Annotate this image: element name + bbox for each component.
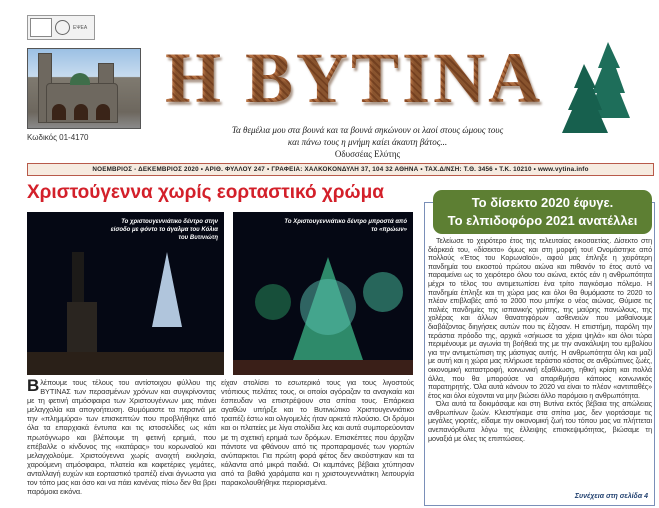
- certificate-badge: [30, 18, 52, 37]
- title-line: Το ελπιδοφόρο 2021 ανατέλλει: [447, 213, 638, 228]
- side-article-title: [433, 190, 652, 234]
- issue-info-bar: ΝΟΕΜΒΡΙΟΣ - ΔΕΚΕΜΒΡΙΟΣ 2020 • ΑΡΙΘ. ΦΥΛΛΟΥ 247 • ΓΡΑΦΕΙΑ: ΧΑΛΚΟΚΟΝΔΥΛΗ 37, 104 32 ΑΘΗΝΑ • ΤΑΧ.Δ/ΝΣΗ: Τ.Θ. 3456 • Τ.Κ. 10210 • www.vytina.info: [27, 163, 654, 176]
- article-column-2: [221, 378, 414, 487]
- quote-line: και πάνω τους η μνήμη καίει άκαυτη βάτος...: [287, 137, 448, 147]
- side-article-body: [428, 237, 652, 443]
- quote-author: Οδυσσέας Ελύτης: [334, 149, 401, 159]
- photo-caption: Το χριστουγεννιάτικο δέντρο στην είσοδο με φόντο το άγαλμα του Κόλια του Βυτινιώτη: [110, 219, 218, 241]
- esea-logo: ΕΨΕΑ: [73, 24, 88, 31]
- masthead-quote: [175, 124, 560, 160]
- paragraph: Όλα αυτά τα δοκιμάσαμε και στη Βυτίνα εκτός βέβαια της απώλειας ανθρωπίνων ζωών. Κλειστήκαμε στα σπίτια μας, δεν γιορτάσαμε τις μεγάλες γιορτές, είδαμε την οικονομική ζωή του τόπου μας να πλήττεται ανεπανόρθωτα λόγω της έλλειψης επισκεψιμότητας, βιώσαμε τη μοναξιά με όλες τις επιπτώσεις.: [428, 399, 652, 443]
- main-headline: Χριστούγεννα χωρίς εορταστικό χρώμα: [27, 182, 384, 203]
- church-photo: [27, 48, 141, 129]
- pine-trees-icon: [560, 38, 645, 133]
- certification-badges: [27, 15, 95, 40]
- quote-line: Τα θεμέλια μου στα βουνά και τα βουνά σηκώνουν οι λαοί στους ώμους τους: [231, 125, 504, 135]
- newspaper-masthead: Η ΒΥΤΙΝΑ: [165, 38, 544, 118]
- title-line: Το δίσεκτο 2020 έφυγε.: [471, 195, 614, 210]
- square-tree-photo: [233, 212, 413, 375]
- statue-tree-photo: [27, 212, 224, 375]
- issn-code: Κωδικός 01-4170: [27, 133, 89, 142]
- article-column-1: [27, 378, 216, 496]
- seal-badge: [55, 20, 70, 35]
- article-text: είχαν στολίσει το εσωτερικό τους για τους λιγοστούς ντόπιους πελάτες τους, οι οποίοι αγόραζαν τα αναγκαία και έσπευδαν να επιστρέψουν στα σπίτια τους. Επάρκεια αγαθών υπήρξε και το Βυτινιώτικο Χριστουγεννιάτικο τραπέζι έστω και ολιγομελές ήταν αρκετά πλούσιο. Οι δρόμοι και οι πλατείες με λίγα στολίδια λες και αυτά συμπορεύονταν με τη σχετική ερημιά των δρόμων. Επισκέπτες που άρχιζαν πάντοτε να φθάνουν από τις προπαραμονές των γιορτών ανύπαρκτοι. Για πρώτη φορά φέτος δεν ακούστηκαν και τα κάλαντα από μικρά παιδιά. Οι καμπάνες βέβαια χτύπησαν από τα βαθιά χαράματα και η χριστουγεννιάτικη λειτουργία παρακολουθήθηκε περιορισμένα.: [221, 378, 414, 488]
- article-text: λέπουμε τους τέλους του αντίστοιχου φύλλου της ΒΥΤΙΝΑΣ των περασμένων χρόνων και συγκρίνοντας με τη φετινή ατμόσφαιρα των Χριστουγέννων μας πιάνει μελαγχολία και απογοήτευση. Θυμόμαστε τα περσινά με την «πλημμύρα» των επισκεπτών που προβλήθηκε από όλα τα επαρχιακά έντυπα και τις ιστοσελίδες ως κάτι πρωτόγνωρο και βλέπουμε τη φετινή ερημιά, που επέβαλλε ο κίνδυνος της «κατάρας» του κορωναϊού και μελαγχολούμε. Χριστούγεννα χωρίς ανοιχτή εκκλησία, χαρούμενη ατμόσφαιρα, πλατεία και καφετέριες γεμάτες, ανταλλαγή ευχών και εορταστικό τραπέζι είναι άγνωστα για τον τόπο μας και όσο και να πάει κανένας πίσω δεν θα βρει παρόμοια εικόνα.: [27, 378, 216, 497]
- drop-cap: Β: [27, 376, 40, 395]
- continued-link[interactable]: Συνέχεια στη σελίδα 4: [574, 493, 648, 500]
- paragraph: Τελείωσε το χειρότερο έτος της τελευταίας εικοσαετίας. Δίσεκτο στη διάρκειά του, «δίσεκτο» όμως και στη μορφή του! Ονομάστηκε από πολλούς «Έτος του Κορωναϊού», αφού μας έπληξε η χειρότερη πανδημία του εικοστού πρώτου αιώνα και πιθανόν το έτος αυτό να παραμείνει ως το χειρότερο όλου του αιώνα, εκτός εάν η ανθρωπότητα μέχρι το τέλος του αντιμετωπίσει ένα τρίτο παγκόσμιο πόλεμο. Η πανδημία έπληξε και τη χώρα μας και όλοι θα θυμόμαστε το 2020 το πλέον επιβλαβές από το 2000 που μπήκε ο νέος αιώνας. Θύμισε τις παλιές πανδημίες της ισπανικής γρίπης, της μαύρης πανώλους, της χολέρας και άλλων θανατηφόρων ασθενειών που μαθαίνουμε διαβάζοντας διηγήσεις αυτών που τις έζησαν. Η επιστήμη, παρόλη την τεράστια πρόοδο της, αρχικά «σήκωσε τα χέρια ψηλά» και όλοι τώρα περιμένουμε με αγωνία τη βοήθειά της με την ανακάλυψη του εμβολίου για την αντιμετώπιση της μάστιγας αυτής. Η ανθρωπότητα όλη και μαζί με αυτή και η χώρα μας πλήρωσε τεράστιο κόστος σε ανθρώπινες ζωές, οικονομική καταστροφή, κοινωνική εξαθλίωση, ηθική κρίση και πολλά άλλα, που θα μπορούσε να απαριθμήσει κάποιος κοινωνικός παρατηρητής. Όλα αυτά κάνουν το 2020 να είναι το πλέον «αντιπαθές» έτος και όλοι εύχονται να μην βιώσει άλλο παρόμοιο η ανθρωπότητα.: [428, 236, 652, 400]
- photo-caption: Το Χριστουγεννιάτικο δέντρο μπροστά από το «πρώων»: [284, 219, 407, 233]
